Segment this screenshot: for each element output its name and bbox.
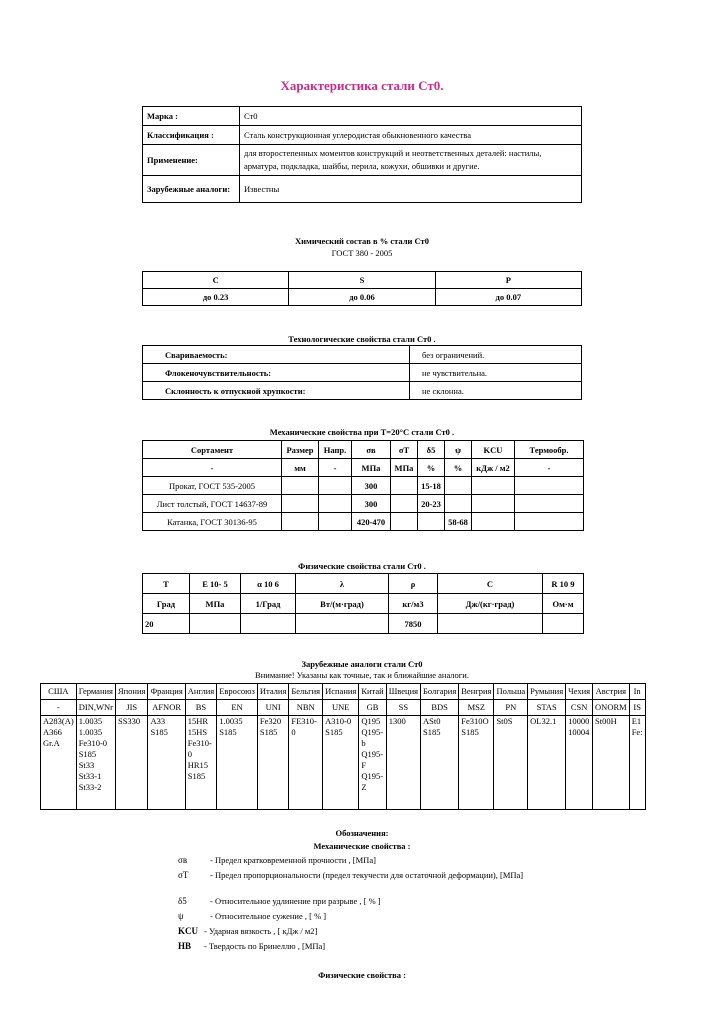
analogs-grade-cell (185, 716, 216, 810)
analogs-grade: 10000 (568, 716, 590, 726)
legend-text: - Предел кратковременной прочности , [МПа] (210, 855, 376, 865)
mech-cell (391, 477, 418, 495)
tech-label: Свариваемость: (143, 346, 410, 364)
analogs-grade: ASt0 (423, 716, 441, 726)
phys-cell: 20 (143, 614, 190, 634)
analogs-standard: AFNOR (148, 700, 185, 716)
legend-text: - Относительное сужение , [ % ] (210, 911, 327, 921)
phys-cell: 7850 (389, 614, 438, 634)
chem-value: до 0.07 (435, 289, 581, 306)
mech-cell (445, 495, 472, 513)
analogs-country: Германия (76, 684, 115, 700)
analogs-grade: F (361, 760, 367, 770)
mech-header: Термообр. (515, 441, 584, 459)
analogs-standard: CSN (566, 700, 593, 716)
chem-header: C (143, 272, 289, 289)
phys-header: λ (296, 574, 389, 594)
legend-text: - Предел пропорциональности (предел текучести для остаточной деформации), [МПа] (210, 870, 524, 880)
mech-unit: мм (282, 459, 319, 477)
mech-cell (282, 513, 319, 531)
mech-row (143, 477, 584, 495)
mech-cell (319, 477, 352, 495)
analogs-standard: DIN,WNr (76, 700, 115, 716)
analogs-standard: BDS (421, 700, 459, 716)
analogs-grade-cell (217, 716, 258, 810)
analogs-standard-row (41, 700, 646, 716)
analogs-standard: SS (386, 700, 420, 716)
analogs-country-row (41, 684, 646, 700)
page-title: Характеристика стали Ст0. (280, 78, 444, 93)
analogs-grade-cell (629, 716, 645, 810)
mech-cell: 58-68 (445, 513, 472, 531)
analogs-grade: HR15 (187, 760, 209, 770)
analogs-standard: ONORM (593, 700, 630, 716)
phys-unit: Вт/(м·град) (296, 594, 389, 614)
phys-cell (543, 614, 584, 634)
mech-unit: % (445, 459, 472, 477)
analogs-grade: A283(A) (43, 716, 74, 726)
phys-unit: Дж/(кг·град) (438, 594, 543, 614)
analogs-grade: S185 (259, 727, 278, 737)
analogs-grade: E1 (631, 716, 642, 726)
analogs-standard: PN (494, 700, 528, 716)
analogs-country: Румыния (528, 684, 566, 700)
analogs-country: Англия (185, 684, 216, 700)
analogs-grade: 15HS (187, 727, 208, 737)
mech-cell (515, 513, 584, 531)
mech-unit: - (319, 459, 352, 477)
analogs-grade-cell (386, 716, 420, 810)
analogs-grade: Fe310O (461, 716, 489, 726)
mech-unit: - (515, 459, 584, 477)
tech-table (142, 345, 582, 400)
analogs-grade: Fe: (631, 727, 643, 737)
mech-cell: 300 (352, 495, 391, 513)
mech-cell: 300 (352, 477, 391, 495)
phys-cell (438, 614, 543, 634)
mech-row (143, 513, 584, 531)
analogs-grade-cell (323, 716, 359, 810)
analogs-grade-cell (289, 716, 323, 810)
analogs-grade: Gr.A (43, 738, 60, 748)
phys-title: Физические свойства стали Ст0 . (298, 561, 426, 571)
legend-symbol: σв (178, 855, 188, 865)
analogs-grade: Q195- (361, 749, 384, 759)
tech-value: не чувствительна. (410, 364, 582, 382)
info-row (143, 176, 582, 203)
mech-cell: Прокат, ГОСТ 535-2005 (143, 477, 282, 495)
analogs-grade-cell (421, 716, 459, 810)
analogs-standard: UNE (323, 700, 359, 716)
phys-cell (241, 614, 296, 634)
info-label: Марка : (143, 107, 240, 126)
analogs-grade: Q195 (361, 716, 381, 726)
chem-header: S (289, 272, 435, 289)
mech-cell (319, 513, 352, 531)
mech-unit: кДж / м2 (472, 459, 515, 477)
legend-item (178, 870, 550, 896)
mech-header: ψ (445, 441, 472, 459)
analogs-grade: Q195- (361, 771, 384, 781)
info-label: Классификация : (143, 126, 240, 145)
analogs-grade: S185 (325, 727, 343, 737)
info-value: для второстепенных моментов конструкций и неответственных деталей: настилы, арматура, подкладка, шайбы, перила, кожухи, обшивки и другие. (240, 145, 582, 176)
info-row (143, 126, 582, 145)
tech-label: Флокеночувствительность: (143, 364, 410, 382)
analogs-grade: b (361, 738, 366, 748)
chem-header: P (435, 272, 581, 289)
mech-cell (391, 513, 418, 531)
analogs-grade-cell (459, 716, 494, 810)
phys-unit-row (143, 594, 584, 614)
analogs-standard: BS (185, 700, 216, 716)
mech-cell (418, 513, 445, 531)
mech-cell (472, 513, 515, 531)
analogs-grade: OL32.1 (530, 716, 557, 726)
chem-table (142, 271, 582, 306)
analogs-country: Испания (323, 684, 359, 700)
analogs-standard: NBN (289, 700, 323, 716)
analogs-grade: St33 (78, 760, 95, 770)
mech-cell: 15-18 (418, 477, 445, 495)
mech-header: σв (352, 441, 391, 459)
analogs-country: Италия (257, 684, 289, 700)
tech-title: Технологические свойства стали Ст0 . (288, 334, 436, 344)
chem-value: до 0.23 (143, 289, 289, 306)
phys-unit: Град (143, 594, 190, 614)
analogs-grade: SS330 (117, 716, 141, 726)
analogs-country: Швеция (386, 684, 420, 700)
analogs-grade-cell (76, 716, 115, 810)
legend-phys-title: Физические свойства : (318, 970, 406, 980)
analogs-grade: St00H (595, 716, 617, 726)
legend-item (178, 896, 550, 911)
analogs-grade: A366 (43, 727, 62, 737)
mech-cell: 20-23 (418, 495, 445, 513)
analogs-grade: Fe310-0 (78, 738, 108, 748)
legend-symbol: ψ (178, 911, 184, 921)
legend-symbol: HB (178, 941, 192, 951)
analogs-grade: S185 (187, 771, 206, 781)
analogs-country: Венгрия (459, 684, 494, 700)
analogs-grade: 1.0035 (78, 727, 103, 737)
analogs-grade: 1.0035 (78, 716, 103, 726)
phys-unit: кг/м3 (389, 594, 438, 614)
analogs-grade: 1300 (388, 716, 406, 726)
analogs-standard: GB (359, 700, 386, 716)
analogs-country: Евросоюз (217, 684, 258, 700)
analogs-country: Япония (115, 684, 147, 700)
legend-text: - Относительное удлинение при разрыве , [ % ] (210, 896, 381, 906)
analogs-country: Бельгия (289, 684, 323, 700)
analogs-standard: - (41, 700, 77, 716)
analogs-grade: Q195- (361, 727, 384, 737)
analogs-grade: Z (361, 782, 367, 792)
analogs-grade: Fe320 (259, 716, 282, 726)
analogs-grade: 0 (291, 727, 296, 737)
analogs-grade: S185 (461, 727, 479, 737)
tech-label: Склонность к отпускной хрупкости: (143, 382, 410, 400)
mech-cell (282, 495, 319, 513)
tech-value: без ограничений. (410, 346, 582, 364)
analogs-country: In (629, 684, 645, 700)
mech-cell (282, 477, 319, 495)
analogs-container (40, 683, 724, 810)
analogs-grade-cell (257, 716, 289, 810)
analogs-standard: JIS (115, 700, 147, 716)
tech-row (143, 382, 582, 400)
mech-unit: МПа (352, 459, 391, 477)
chem-value-row (143, 289, 582, 306)
tech-row (143, 364, 582, 382)
analogs-grade-cell (593, 716, 630, 810)
analogs-title: Зарубежные аналоги стали Ст0 (301, 659, 423, 669)
analogs-grade: 10004 (568, 727, 590, 737)
mech-header: Сортамент (143, 441, 282, 459)
analogs-grade: 0 (187, 749, 192, 759)
analogs-grade: S185 (150, 727, 168, 737)
mech-header: Напр. (319, 441, 352, 459)
legend-text: - Твердость по Бринеллю , [МПа] (204, 941, 326, 951)
chem-gost: ГОСТ 380 - 2005 (331, 248, 393, 258)
info-label: Зарубежные аналоги: (143, 176, 240, 203)
analogs-grade-cell (41, 716, 77, 810)
mech-cell (319, 495, 352, 513)
info-table (142, 106, 582, 203)
analogs-grade: Fe310- (187, 738, 212, 748)
analogs-country: Чехия (566, 684, 593, 700)
analogs-grade: A310-0 (325, 716, 352, 726)
mech-cell: Лист толстый, ГОСТ 14637-89 (143, 495, 282, 513)
chem-title: Химический состав в % стали Ст0 (295, 236, 429, 246)
info-value: Сталь конструкционная углеродистая обыкновенного качества (240, 126, 582, 145)
phys-unit: Ом·м (543, 594, 584, 614)
phys-header: T (143, 574, 190, 594)
analogs-grade-cell (566, 716, 593, 810)
legend-text: - Ударная вязкость , [ кДж / м2] (204, 926, 318, 936)
mech-unit: МПа (391, 459, 418, 477)
tech-value: не склонна. (410, 382, 582, 400)
analogs-grade-cell (359, 716, 386, 810)
analogs-grade: 15HR (187, 716, 209, 726)
legend-item (178, 911, 550, 926)
analogs-table (40, 683, 646, 810)
analogs-grade: FE310- (291, 716, 317, 726)
legend-symbol: δ5 (178, 896, 187, 906)
chem-value: до 0.06 (289, 289, 435, 306)
phys-header: C (438, 574, 543, 594)
mech-cell (515, 477, 584, 495)
analogs-grade: St0S (496, 716, 513, 726)
analogs-country: Китай (359, 684, 386, 700)
analogs-country: США (41, 684, 77, 700)
analogs-standard: EN (217, 700, 258, 716)
analogs-grade-row (41, 716, 646, 810)
mech-header: KCU (472, 441, 515, 459)
phys-unit: 1/Град (241, 594, 296, 614)
mech-header: Размер (282, 441, 319, 459)
analogs-grade: 1.0035 (219, 716, 243, 726)
analogs-grade-cell (528, 716, 566, 810)
phys-unit: МПа (190, 594, 241, 614)
mech-cell: 420-470 (352, 513, 391, 531)
analogs-note: Внимание! Указаны как точные, так и ближайшие аналоги. (255, 670, 469, 680)
mech-title: Механические свойства при Т=20°С стали Ст0 . (269, 427, 455, 437)
phys-header: ρ (389, 574, 438, 594)
info-label: Применение: (143, 145, 240, 176)
phys-cell (296, 614, 389, 634)
phys-cell (190, 614, 241, 634)
analogs-grade: S185 (423, 727, 441, 737)
legend-item (178, 855, 550, 870)
info-row (143, 145, 582, 176)
tech-row (143, 346, 582, 364)
analogs-standard: STAS (528, 700, 566, 716)
mech-cell (515, 495, 584, 513)
mech-header: δ5 (418, 441, 445, 459)
analogs-standard: IS (629, 700, 645, 716)
mech-cell (472, 495, 515, 513)
phys-row (143, 614, 584, 634)
mech-header-row (143, 441, 584, 459)
mech-row (143, 495, 584, 513)
analogs-grade: St33-2 (78, 782, 102, 792)
legend-symbol: KCU (178, 926, 198, 936)
analogs-country: Болгария (421, 684, 459, 700)
analogs-grade-cell (494, 716, 528, 810)
mech-cell (445, 477, 472, 495)
mech-unit-row (143, 459, 584, 477)
chem-header-row (143, 272, 582, 289)
info-value: Известны (240, 176, 582, 203)
phys-header: R 10 9 (543, 574, 584, 594)
analogs-grade-cell (148, 716, 185, 810)
legend-symbol: σT (178, 870, 189, 880)
mech-unit: - (143, 459, 282, 477)
analogs-country: Австрия (593, 684, 630, 700)
analogs-country: Франция (148, 684, 185, 700)
analogs-standard: MSZ (459, 700, 494, 716)
analogs-grade: St33-1 (78, 771, 102, 781)
legend-mech-title: Механические свойства : (313, 841, 411, 851)
info-value: Ст0 (240, 107, 582, 126)
mech-table (142, 440, 584, 531)
analogs-grade-cell (115, 716, 147, 810)
mech-cell (472, 477, 515, 495)
phys-table (142, 573, 584, 634)
phys-header: α 10 6 (241, 574, 296, 594)
mech-header: σT (391, 441, 418, 459)
mech-cell (391, 495, 418, 513)
info-row (143, 107, 582, 126)
analogs-grade: A33 (150, 716, 166, 726)
legend-item (178, 941, 550, 956)
phys-header-row (143, 574, 584, 594)
analogs-grade: S185 (78, 749, 97, 759)
legend-list (178, 855, 550, 956)
mech-unit: % (418, 459, 445, 477)
analogs-grade: S185 (219, 727, 237, 737)
analogs-standard: UNI (257, 700, 289, 716)
legend-item (178, 926, 550, 941)
analogs-country: Польша (494, 684, 528, 700)
legend-title: Обозначения: (335, 828, 389, 838)
mech-cell: Катанка, ГОСТ 30136-95 (143, 513, 282, 531)
phys-header: E 10- 5 (190, 574, 241, 594)
